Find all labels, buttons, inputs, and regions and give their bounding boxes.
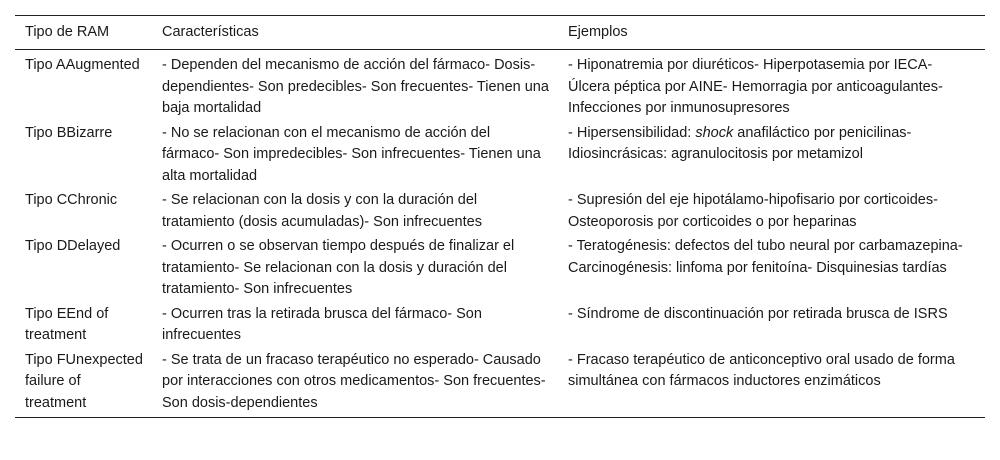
row-characteristics: - Ocurren tras la retirada brusca del fármaco- Son infrecuentes bbox=[162, 305, 482, 343]
row-examples: - Fracaso terapéutico de anticonceptivo oral usado de forma simultánea con fármacos inductores enzimáticos bbox=[568, 351, 955, 389]
examples-text-before: - Hipersensibilidad: bbox=[568, 124, 696, 141]
row-examples: - Hiponatremia por diuréticos- Hiperpotasemia por IECA- Úlcera péptica por AINE- Hemorragia por anticoagulantes- Infecciones por inmunosupresores bbox=[568, 57, 943, 116]
row-examples: - Síndrome de discontinuación por retirada brusca de ISRS bbox=[568, 305, 948, 322]
row-examples: - Supresión del eje hipotálamo-hipofisario por corticoides- Osteoporosis por corticoides o por heparinas bbox=[568, 192, 938, 230]
header-characteristics: Características bbox=[162, 24, 259, 40]
row-characteristics: - Dependen del mecanismo de acción del fármaco- Dosis-dependientes- Son predecibles- Son frecuentes- Tienen una baja mortalidad bbox=[162, 57, 549, 116]
row-type: Tipo BBizarre bbox=[25, 124, 113, 141]
row-type: Tipo CChronic bbox=[25, 192, 118, 208]
row-characteristics: - No se relacionan con el mecanismo de acción del fármaco- Son impredecibles- Son infrecuentes- Tienen una alta mortalidad bbox=[162, 124, 541, 184]
table-row bbox=[15, 235, 985, 303]
examples-italic-term: shock bbox=[695, 124, 734, 141]
table-row bbox=[15, 349, 985, 418]
table-body bbox=[15, 50, 985, 418]
row-type: Tipo DDelayed bbox=[25, 238, 121, 254]
row-type: Tipo EEnd of treatment bbox=[25, 305, 109, 343]
table-row bbox=[15, 303, 985, 349]
table-row bbox=[15, 122, 985, 190]
row-type: Tipo FUnexpected failure of treatment bbox=[25, 351, 143, 411]
row-examples bbox=[558, 122, 985, 190]
ram-classification-table bbox=[15, 15, 985, 418]
header-row bbox=[15, 16, 985, 50]
row-characteristics: - Se relacionan con la dosis y con la duración del tratamiento (dosis acumuladas)- Son infrecuentes bbox=[162, 192, 482, 230]
row-examples: - Teratogénesis: defectos del tubo neural por carbamazepina- Carcinogénesis: linfoma por fenitoína- Disquinesias tardías bbox=[568, 238, 963, 276]
header-examples: Ejemplos bbox=[568, 24, 628, 40]
header-type: Tipo de RAM bbox=[25, 24, 110, 40]
table-header bbox=[15, 16, 985, 50]
row-characteristics: - Se trata de un fracaso terapéutico no esperado- Causado por interacciones con otros medicamentos- Son frecuentes- Son dosis-dependientes bbox=[162, 351, 546, 411]
table-row bbox=[15, 189, 985, 235]
row-type: Tipo AAugmented bbox=[25, 57, 140, 73]
table-row bbox=[15, 50, 985, 122]
row-characteristics: - Ocurren o se observan tiempo después de finalizar el tratamiento- Se relacionan con la dosis y duración del tratamiento- Son infrecuentes bbox=[162, 238, 515, 297]
examples-text-after: anafiláctico por penicilinas- Idiosincrásicas: agranulocitosis por metamizol bbox=[568, 124, 912, 162]
